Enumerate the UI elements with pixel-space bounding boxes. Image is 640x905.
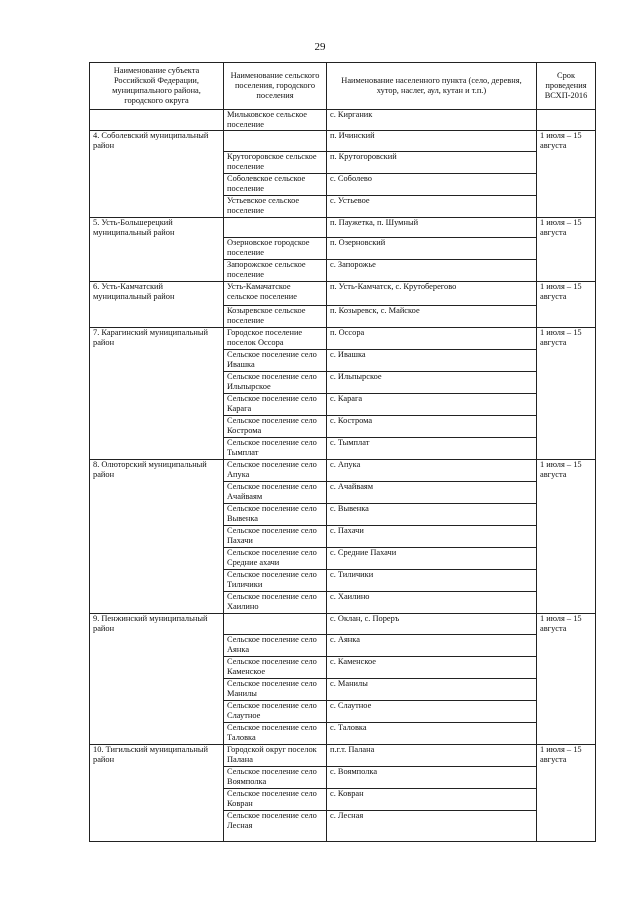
term-cell <box>537 678 596 700</box>
locality-cell: с. Оклан, с. Пореръ <box>327 614 537 635</box>
locality-cell: с. Каменское <box>327 656 537 678</box>
table-row <box>90 173 596 195</box>
locality-cell: п. Крутогоровский <box>327 151 537 173</box>
settlement-cell: Сельское поселение село Ильпырское <box>224 372 327 394</box>
term-cell <box>537 766 596 788</box>
settlement-cell: Сельское поселение село Таловка <box>224 722 327 744</box>
header-subject: Наименование субъекта Российской Федерации, муниципального района, городского округа <box>90 63 224 110</box>
locality-cell: с. Тиличики <box>327 570 537 592</box>
page-number: 29 <box>314 41 326 53</box>
term-cell: 1 июля – 15 августа <box>537 131 596 152</box>
locality-cell: с. Кострома <box>327 416 537 438</box>
term-cell <box>537 151 596 173</box>
subject-cell <box>90 482 224 504</box>
subject-cell <box>90 151 224 173</box>
term-cell <box>537 238 596 260</box>
subject-cell <box>90 238 224 260</box>
locality-cell: с. Ильпырское <box>327 372 537 394</box>
settlement-cell <box>224 131 327 152</box>
subject-cell <box>90 526 224 548</box>
subject-cell <box>90 350 224 372</box>
subject-cell <box>90 766 224 788</box>
term-cell <box>537 306 596 328</box>
term-cell: 1 июля – 15 августа <box>537 614 596 635</box>
subject-cell: 4. Соболевский муниципальный район <box>90 131 224 152</box>
settlement-cell: Сельское поселение село Пахачи <box>224 526 327 548</box>
term-cell <box>537 548 596 570</box>
settlement-cell: Сельское поселение село Средние ахачи <box>224 548 327 570</box>
settlement-cell: Соболевское сельское поселение <box>224 173 327 195</box>
table-row <box>90 460 596 482</box>
locality-cell: п. Ичинский <box>327 131 537 152</box>
term-cell: 1 июля – 15 августа <box>537 744 596 766</box>
settlement-cell: Сельское поселение село Кострома <box>224 416 327 438</box>
settlement-cell: Сельское поселение село Каменское <box>224 656 327 678</box>
table-row <box>90 700 596 722</box>
term-cell: 1 июля – 15 августа <box>537 282 596 306</box>
locality-cell: с. Тымплат <box>327 438 537 460</box>
locality-cell: с. Воямполка <box>327 766 537 788</box>
settlement-cell <box>224 217 327 238</box>
term-cell <box>537 438 596 460</box>
settlement-cell: Козыревское сельское поселение <box>224 306 327 328</box>
term-cell <box>537 372 596 394</box>
subject-cell <box>90 173 224 195</box>
term-cell <box>537 482 596 504</box>
table-row <box>90 416 596 438</box>
locality-cell: с. Апука <box>327 460 537 482</box>
locality-cell: с. Кирганик <box>327 110 537 131</box>
subject-cell <box>90 416 224 438</box>
table-row <box>90 722 596 744</box>
subject-cell <box>90 372 224 394</box>
settlement-cell: Сельское поселение село Ковран <box>224 788 327 810</box>
locality-cell: с. Соболево <box>327 173 537 195</box>
table-row <box>90 570 596 592</box>
settlement-cell: Сельское поселение село Карага <box>224 394 327 416</box>
subject-cell <box>90 788 224 810</box>
locality-cell: с. Вывенка <box>327 504 537 526</box>
settlement-cell: Сельское поселение село Апука <box>224 460 327 482</box>
header-locality: Наименование населенного пункта (село, деревня, хутор, наслег, аул, кутан и т.п.) <box>327 63 537 110</box>
term-cell: 1 июля – 15 августа <box>537 328 596 350</box>
table-row <box>90 350 596 372</box>
locality-cell: с. Ковран <box>327 788 537 810</box>
table-row <box>90 217 596 238</box>
locality-cell: с. Хаилино <box>327 592 537 614</box>
locality-cell: п.г.т. Палана <box>327 744 537 766</box>
table-row <box>90 328 596 350</box>
table-row <box>90 151 596 173</box>
settlement-cell: Городской округ поселок Палана <box>224 744 327 766</box>
subject-cell <box>90 110 224 131</box>
term-cell <box>537 570 596 592</box>
settlement-cell: Сельское поселение село Ачайваям <box>224 482 327 504</box>
table-row <box>90 744 596 766</box>
subject-cell: 8. Олюторский муниципальный район <box>90 460 224 482</box>
term-cell: 1 июля – 15 августа <box>537 460 596 482</box>
locality-cell: п. Паужетка, п. Шумный <box>327 217 537 238</box>
subject-cell <box>90 195 224 217</box>
table-row <box>90 788 596 810</box>
subject-cell <box>90 656 224 678</box>
term-cell <box>537 173 596 195</box>
settlement-cell <box>224 614 327 635</box>
settlement-cell: Сельское поселение село Тымплат <box>224 438 327 460</box>
table-row <box>90 306 596 328</box>
table-row <box>90 372 596 394</box>
subject-cell: 7. Карагинский муниципальный район <box>90 328 224 350</box>
locality-cell: с. Устьевое <box>327 195 537 217</box>
locality-cell: с. Таловка <box>327 722 537 744</box>
table-row <box>90 131 596 152</box>
term-cell <box>537 656 596 678</box>
term-cell <box>537 788 596 810</box>
term-cell: 1 июля – 15 августа <box>537 217 596 238</box>
settlement-cell: Запорожское сельское поселение <box>224 260 327 282</box>
subject-cell <box>90 438 224 460</box>
settlement-cell: Мильковское сельское поселение <box>224 110 327 131</box>
settlement-cell: Сельское поселение село Слаутное <box>224 700 327 722</box>
table-row <box>90 592 596 614</box>
settlement-cell: Сельское поселение село Манилы <box>224 678 327 700</box>
table-row <box>90 438 596 460</box>
settlement-cell: Усть-Камачатское сельское поселение <box>224 282 327 306</box>
subject-cell <box>90 700 224 722</box>
table-row <box>90 656 596 678</box>
term-cell <box>537 350 596 372</box>
locality-cell: с. Слаутное <box>327 700 537 722</box>
table-body <box>90 110 596 842</box>
subject-cell: 5. Усть-Большерецкий муниципальный район <box>90 217 224 238</box>
subject-cell: 9. Пенжинский муниципальный район <box>90 614 224 635</box>
table-row <box>90 110 596 131</box>
locality-cell: п. Козыревск, с. Майское <box>327 306 537 328</box>
term-cell <box>537 110 596 131</box>
term-cell <box>537 394 596 416</box>
table-row <box>90 282 596 306</box>
settlement-cell: Сельское поселение село Хаилино <box>224 592 327 614</box>
locality-cell: с. Средние Пахачи <box>327 548 537 570</box>
table-row <box>90 195 596 217</box>
term-cell <box>537 526 596 548</box>
locality-cell: п. Оссора <box>327 328 537 350</box>
table-row <box>90 504 596 526</box>
settlements-table <box>89 62 596 842</box>
subject-cell <box>90 306 224 328</box>
term-cell <box>537 504 596 526</box>
subject-cell <box>90 570 224 592</box>
locality-cell: с. Аянка <box>327 634 537 656</box>
settlement-cell: Сельское поселение село Вывенка <box>224 504 327 526</box>
locality-cell: с. Ачайваям <box>327 482 537 504</box>
table-row <box>90 238 596 260</box>
table-row <box>90 526 596 548</box>
table-row <box>90 810 596 841</box>
table-row <box>90 678 596 700</box>
locality-cell: с. Запорожье <box>327 260 537 282</box>
subject-cell: 10. Тигильский муниципальный район <box>90 744 224 766</box>
subject-cell <box>90 548 224 570</box>
locality-cell: с. Карага <box>327 394 537 416</box>
subject-cell <box>90 634 224 656</box>
locality-cell: с. Лесная <box>327 810 537 841</box>
locality-cell: с. Ивашка <box>327 350 537 372</box>
header-term: Срок проведения ВСХП-2016 <box>537 63 596 110</box>
settlement-cell: Озерновское городское поселение <box>224 238 327 260</box>
subject-cell: 6. Усть-Камчатский муниципальный район <box>90 282 224 306</box>
term-cell <box>537 810 596 841</box>
table-row <box>90 634 596 656</box>
settlement-cell: Сельское поселение село Воямполка <box>224 766 327 788</box>
term-cell <box>537 195 596 217</box>
locality-cell: п. Озерновский <box>327 238 537 260</box>
locality-cell: п. Усть-Камчатск, с. Крутоберегово <box>327 282 537 306</box>
table-header-row <box>90 63 596 110</box>
table-row <box>90 394 596 416</box>
subject-cell <box>90 722 224 744</box>
term-cell <box>537 722 596 744</box>
subject-cell <box>90 394 224 416</box>
settlement-cell: Сельское поселение село Тиличики <box>224 570 327 592</box>
term-cell <box>537 416 596 438</box>
term-cell <box>537 634 596 656</box>
term-cell <box>537 260 596 282</box>
settlement-cell: Крутогоровское сельское поселение <box>224 151 327 173</box>
table-row <box>90 260 596 282</box>
locality-cell: с. Пахачи <box>327 526 537 548</box>
subject-cell <box>90 504 224 526</box>
settlement-cell: Городское поселение поселок Оссора <box>224 328 327 350</box>
term-cell <box>537 592 596 614</box>
locality-cell: с. Манилы <box>327 678 537 700</box>
subject-cell <box>90 678 224 700</box>
subject-cell <box>90 810 224 841</box>
table-row <box>90 548 596 570</box>
table-row <box>90 766 596 788</box>
table-row <box>90 614 596 635</box>
settlement-cell: Сельское поселение село Ивашка <box>224 350 327 372</box>
header-settlement: Наименование сельского поселения, городского поселения <box>224 63 327 110</box>
table-row <box>90 482 596 504</box>
settlement-cell: Сельское поселение село Аянка <box>224 634 327 656</box>
subject-cell <box>90 260 224 282</box>
term-cell <box>537 700 596 722</box>
settlement-cell: Устьевское сельское поселение <box>224 195 327 217</box>
subject-cell <box>90 592 224 614</box>
settlement-cell: Сельское поселение село Лесная <box>224 810 327 841</box>
